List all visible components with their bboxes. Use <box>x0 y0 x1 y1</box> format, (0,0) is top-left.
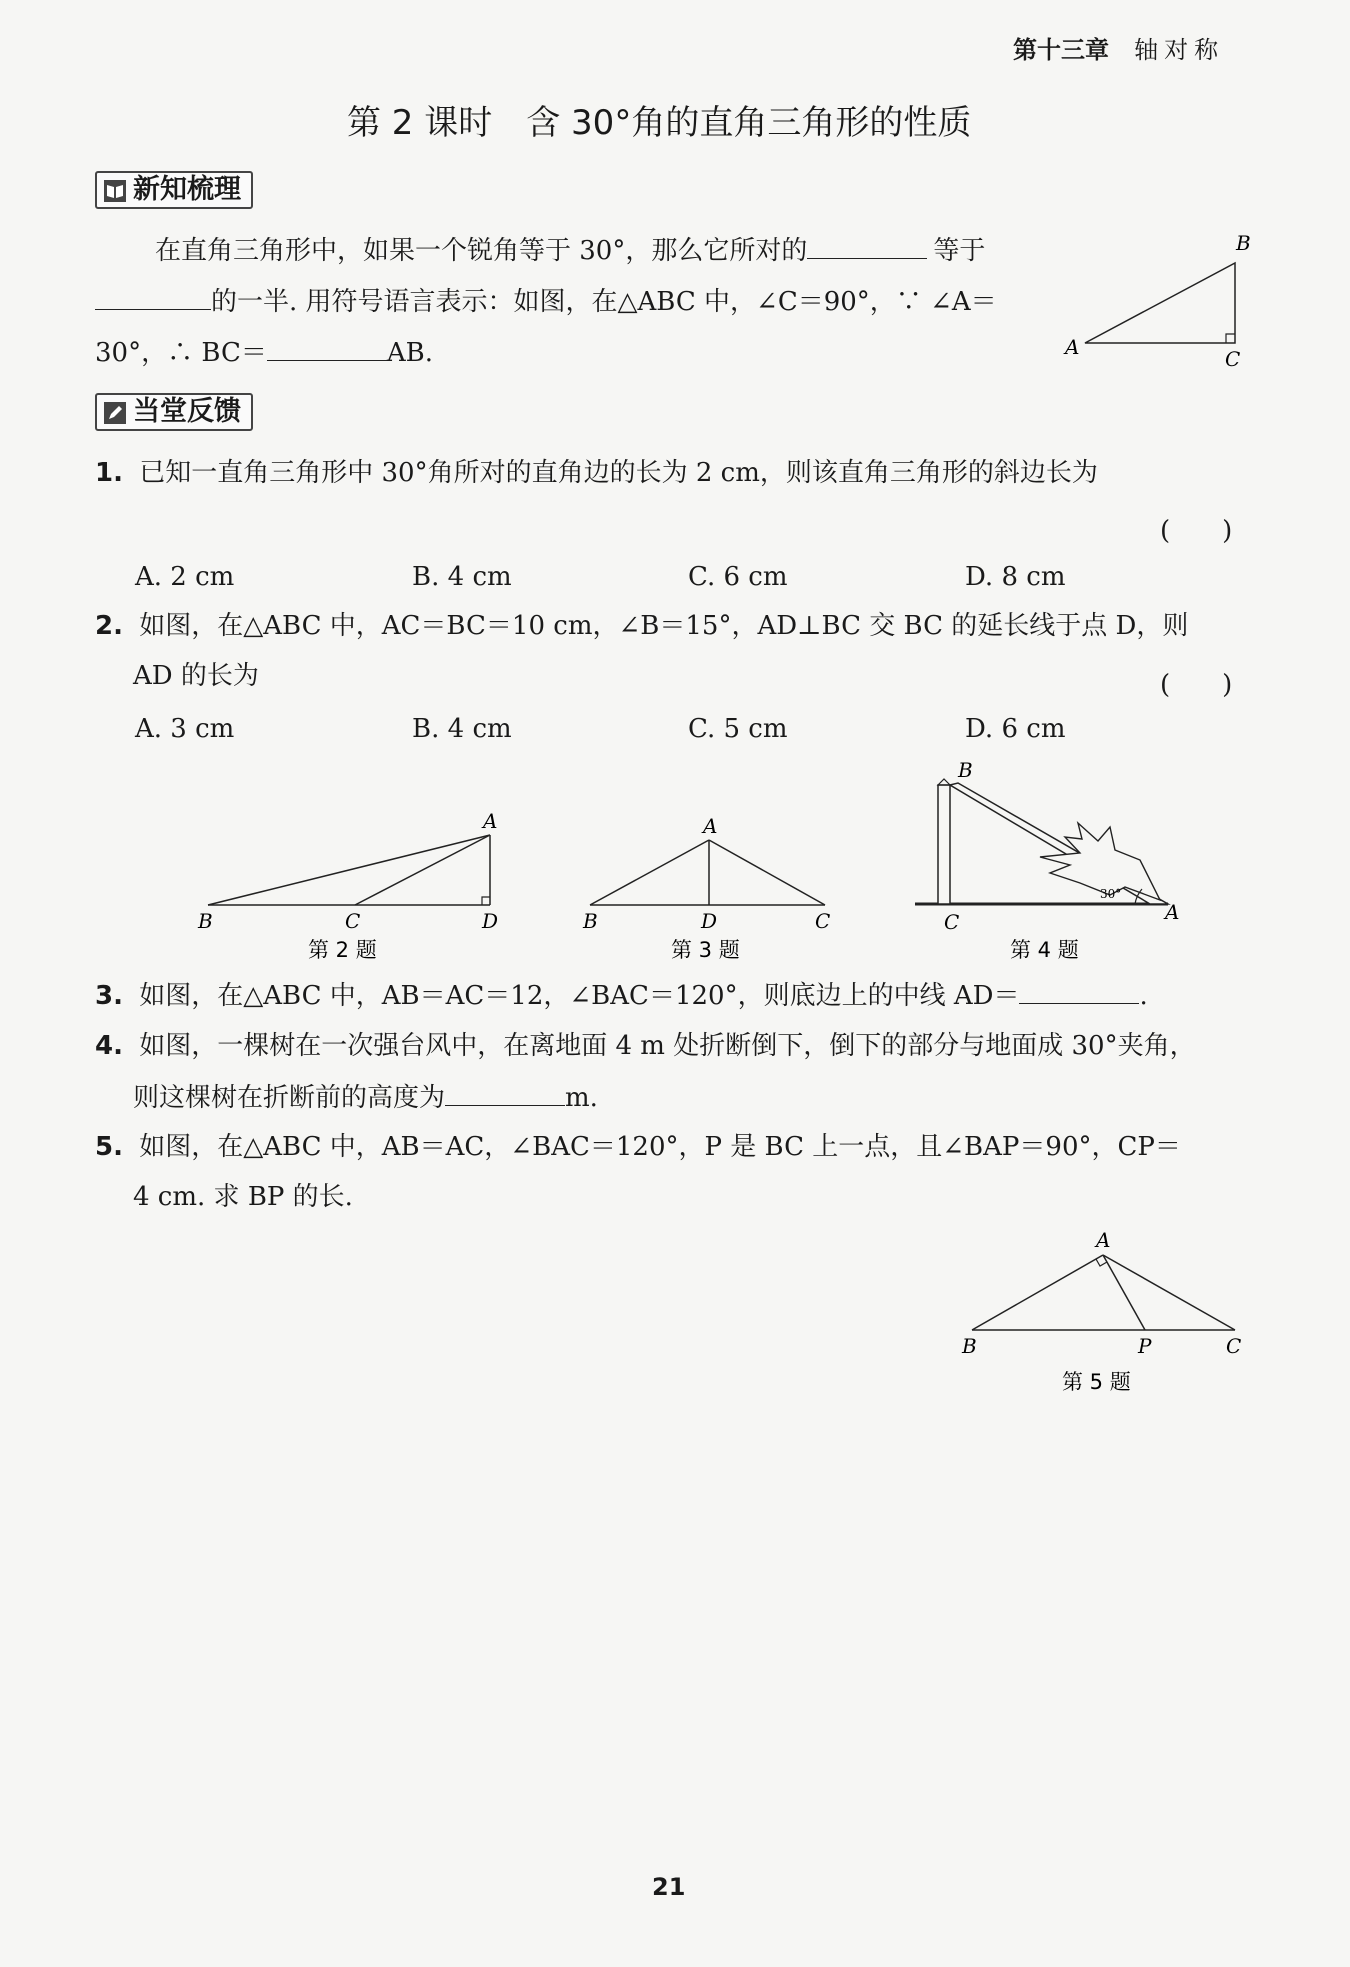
answer-blank[interactable] <box>807 232 927 259</box>
q1-answer-paren[interactable]: ( ) <box>1160 516 1233 546</box>
answer-blank[interactable] <box>445 1079 565 1106</box>
figure-5-caption: 第 5 题 <box>1062 1370 1131 1394</box>
question-4: 4. 如图，一棵树在一次强台风中，在离地面 4 m 处折断倒下，倒下的部分与地面成 30°夹角， <box>95 1031 1196 1061</box>
svg-text:B: B <box>583 909 598 933</box>
book-icon <box>103 178 127 202</box>
figure-2 <box>190 810 510 970</box>
svg-text:C: C <box>944 910 960 934</box>
q1-option-d[interactable]: D. 8 cm <box>965 562 1066 592</box>
svg-text:A: A <box>483 810 498 833</box>
chapter-number: 第十三章 <box>1013 36 1109 64</box>
answer-blank[interactable] <box>95 283 211 310</box>
section-new-knowledge-label: 新知梳理 <box>133 174 241 205</box>
figure-3-caption: 第 3 题 <box>671 938 740 962</box>
q2-answer-paren[interactable]: ( ) <box>1160 670 1233 700</box>
question-1: 1. 已知一直角三角形中 30°角所对的直角边的长为 2 cm，则该直角三角形的斜边长为 <box>95 458 1098 488</box>
svg-text:C: C <box>1226 1334 1242 1358</box>
label-a: A <box>1065 335 1080 359</box>
q1-option-c[interactable]: C. 6 cm <box>688 562 788 592</box>
knowledge-line-3: 30°，∴ BC＝ AB. <box>95 328 433 378</box>
q2-option-b[interactable]: B. 4 cm <box>412 714 512 744</box>
label-c: C <box>1225 347 1241 371</box>
q2-option-d[interactable]: D. 6 cm <box>965 714 1066 744</box>
question-2: 2. 如图，在△ABC 中，AC＝BC＝10 cm，∠B＝15°，AD⊥BC 交 BC 的延长线于点 D，则 <box>95 611 1189 641</box>
section-practice-label: 当堂反馈 <box>133 396 241 427</box>
lesson-title: 第 2 课时 含 30°角的直角三角形的性质 <box>347 103 972 143</box>
question-2-line-2: AD 的长为 <box>133 661 259 691</box>
question-5: 5. 如图，在△ABC 中，AB＝AC，∠BAC＝120°，P 是 BC 上一点，且∠BAP＝90°，CP＝ <box>95 1132 1181 1162</box>
svg-text:B: B <box>958 758 973 782</box>
angle-30-label: 30° <box>1100 887 1122 901</box>
q2-option-a[interactable]: A. 3 cm <box>135 714 235 744</box>
question-3: 3. 如图，在△ABC 中，AB＝AC＝12，∠BAC＝120°，则底边上的中线 AD＝ . <box>95 971 1148 1021</box>
label-b: B <box>1236 231 1251 255</box>
knowledge-triangle-figure <box>1060 228 1260 378</box>
figure-2-caption: 第 2 题 <box>308 938 377 962</box>
svg-text:C: C <box>815 909 831 933</box>
svg-text:P: P <box>1138 1334 1152 1358</box>
q1-option-a[interactable]: A. 2 cm <box>135 562 235 592</box>
figure-4-caption: 第 4 题 <box>1010 938 1079 962</box>
svg-text:A: A <box>1165 900 1180 924</box>
figure-5 <box>950 1225 1250 1400</box>
q2-option-c[interactable]: C. 5 cm <box>688 714 788 744</box>
section-new-knowledge <box>95 171 253 209</box>
svg-text:C: C <box>345 909 361 933</box>
figure-3 <box>575 815 845 970</box>
chapter-name: 轴对称 <box>1134 36 1225 64</box>
chapter-header <box>1013 30 1224 65</box>
section-practice <box>95 393 253 431</box>
svg-text:D: D <box>701 909 718 933</box>
svg-text:B: B <box>198 909 213 933</box>
svg-text:B: B <box>962 1334 977 1358</box>
knowledge-line-1: 在直角三角形中，如果一个锐角等于 30°，那么它所对的 等于 <box>155 226 985 276</box>
pencil-icon <box>103 400 127 424</box>
page-number: 21 <box>652 1873 686 1901</box>
svg-text:A: A <box>703 815 718 838</box>
figure-4 <box>910 755 1200 970</box>
question-4-line-2: 则这棵树在折断前的高度为 m. <box>133 1073 598 1123</box>
q1-option-b[interactable]: B. 4 cm <box>412 562 512 592</box>
knowledge-line-2: 的一半. 用符号语言表示：如图，在△ABC 中，∠C＝90°，∵ ∠A＝ <box>95 277 997 327</box>
svg-text:A: A <box>1096 1228 1111 1252</box>
answer-blank[interactable] <box>267 334 387 361</box>
svg-text:D: D <box>482 909 499 933</box>
question-5-line-2: 4 cm. 求 BP 的长. <box>133 1182 353 1212</box>
answer-blank[interactable] <box>1019 977 1139 1004</box>
